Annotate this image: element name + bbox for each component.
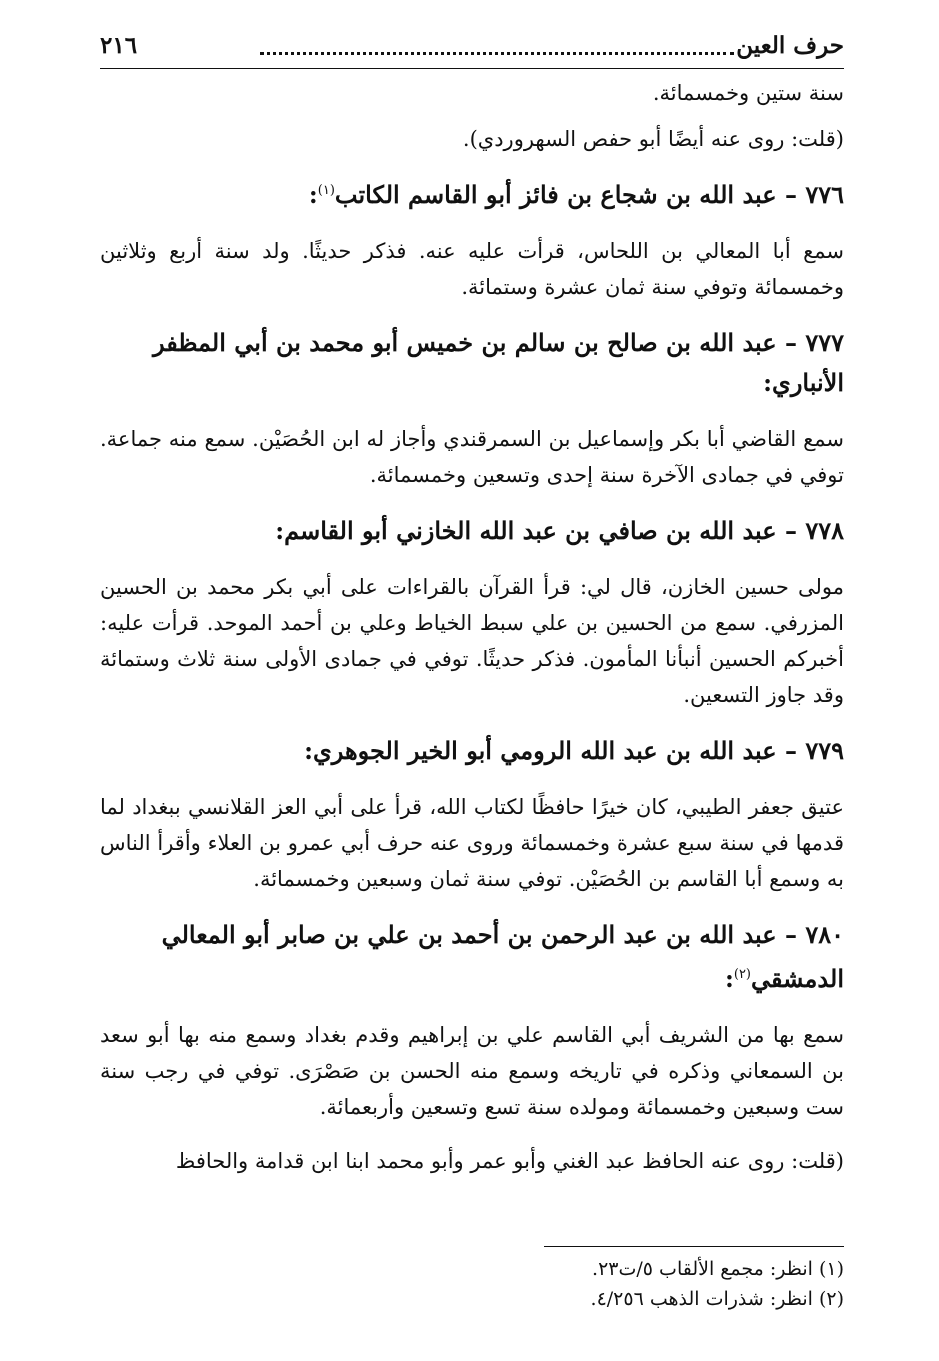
entry-body-776: سمع أبا المعالي بن اللحاس، قرأت عليه عنه. فذكر حديثًا. ولد سنة أربع وثلاثين وخمسمائة وتوفي سنة ثمان عشرة وستمائة. bbox=[100, 239, 844, 299]
entry-body-780: سمع بها من الشريف أبي القاسم علي بن إبراهيم وقدم بغداد وسمع منه بها أبو سعد بن السمعاني وذكره في تاريخه وسمع منه الحسن بن صَصْرَى. توفي في رجب سنة ست وسبعين وخمسمائة ومولده سنة تسع وتسعين وأربعمائة. bbox=[100, 1023, 844, 1119]
entry-dash: – bbox=[784, 920, 797, 949]
footnote-ref: (٢) bbox=[733, 967, 751, 982]
entry-dash: – bbox=[784, 736, 797, 765]
entry-number: ٧٧٩ bbox=[805, 736, 844, 765]
text-paragraph: سنة ستين وخمسمائة. bbox=[652, 81, 844, 105]
chapter-title: حرف العين bbox=[736, 32, 844, 59]
footnote-ref: (١) bbox=[317, 183, 335, 198]
entry-colon: : bbox=[725, 964, 734, 993]
entry-name: عبد الله بن عبد الرحمن بن أحمد بن علي بن صابر أبو المعالي الدمشقي bbox=[161, 920, 844, 993]
entry-dash: – bbox=[784, 328, 797, 357]
entry-name: عبد الله بن شجاع بن فائز أبو القاسم الكاتب bbox=[334, 180, 777, 209]
entry-number: ٧٨٠ bbox=[805, 920, 844, 949]
entry-dash: – bbox=[784, 516, 797, 545]
entry-heading-780 bbox=[100, 915, 844, 999]
entry-name: عبد الله بن عبد الله الرومي أبو الخير الجوهري bbox=[312, 736, 777, 765]
header-dot-leader bbox=[260, 38, 734, 55]
page-number: ٢١٦ bbox=[100, 32, 138, 59]
entry-number: ٧٧٦ bbox=[805, 180, 844, 209]
entry-number: ٧٧٧ bbox=[805, 328, 844, 357]
footnotes bbox=[100, 1254, 844, 1314]
entry-heading-779 bbox=[100, 731, 844, 771]
entry-body-779: عتيق جعفر الطيبي، كان خيرًا حافظًا لكتاب الله، قرأ على أبي العز القلانسي ببغداد لما قدمها في سنة سبع عشرة وخمسمائة وروى عنه حرف أبي عمرو بن العلاء وأقرأ الناس به وسمع أبا القاسم بن الحُصَيْن. توفي سنة ثمان وسبعين وخمسمائة. bbox=[100, 795, 844, 891]
entry-name: عبد الله بن صافي بن عبد الله الخازني أبو القاسم bbox=[284, 516, 777, 545]
text-paragraph: (قلت: روى عنه الحافظ عبد الغني وأبو عمر وأبو محمد ابنا ابن قدامة والحافظ bbox=[175, 1149, 844, 1173]
entry-name: عبد الله بن صالح بن سالم بن خميس أبو محمد بن أبي المظفر الأنباري bbox=[152, 328, 844, 397]
entry-colon: : bbox=[304, 736, 313, 765]
footnote-separator bbox=[544, 1246, 844, 1247]
entry-number: ٧٧٨ bbox=[805, 516, 844, 545]
footnote-2: (٢) انظر: شذرات الذهب ٤/٢٥٦. bbox=[590, 1288, 844, 1310]
entry-heading-776 bbox=[100, 171, 844, 215]
entry-heading-777 bbox=[100, 323, 844, 403]
entry-colon: : bbox=[275, 516, 285, 545]
entry-heading-778 bbox=[100, 511, 844, 551]
entry-colon: : bbox=[763, 368, 773, 397]
running-header bbox=[100, 28, 844, 69]
book-page bbox=[100, 28, 844, 1179]
footnote-1: (١) انظر: مجمع الألقاب ٥/ت٢٣. bbox=[592, 1258, 844, 1280]
text-paragraph: (قلت: روى عنه أيضًا أبو حفص السهروردي). bbox=[462, 127, 844, 151]
entry-body-777: سمع القاضي أبا بكر وإسماعيل بن السمرقندي وأجاز له ابن الحُصَيْن. سمع منه جماعة. توفي في جمادى الآخرة سنة إحدى وتسعين وخمسمائة. bbox=[100, 427, 844, 487]
entry-dash: – bbox=[784, 180, 797, 209]
entry-body-778: مولى حسين الخازن، قال لي: قرأ القرآن بالقراءات على أبي بكر محمد بن الحسين المزرفي. سمع من الحسين بن علي سبط الخياط وعلي بن أحمد الموحد. قرأت عليه: أخبركم الحسين أنبأنا المأمون. فذكر حديثًا. توفي في جمادى الأولى سنة ثلاث وستمائة وقد جاوز التسعين. bbox=[100, 575, 844, 707]
entry-colon: : bbox=[308, 180, 318, 209]
